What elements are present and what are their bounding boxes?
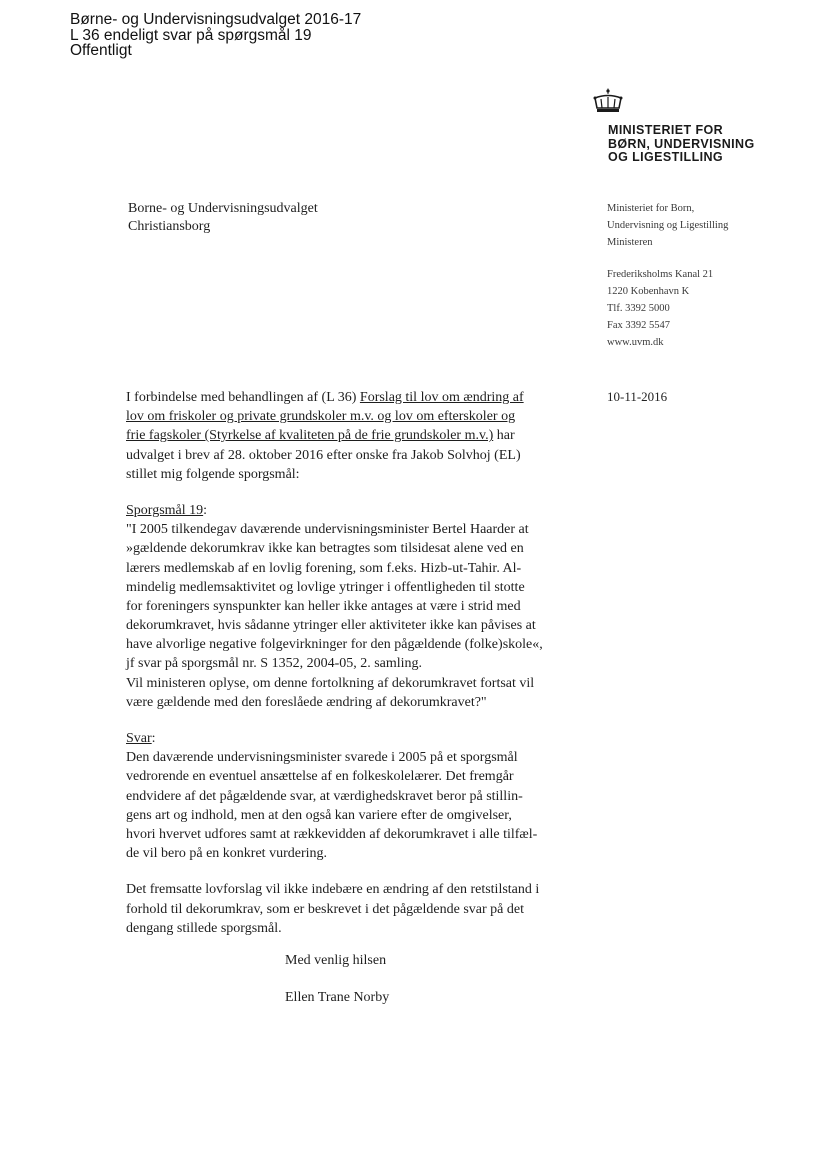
question-line: mindelig medlemsaktivitet og lovlige ytringer i offentligheden til stotte — [126, 579, 525, 595]
letter-date: 10-11-2016 — [607, 389, 668, 404]
answer-line: gens art og indhold, men at den også kan variere efter de omgivelser, — [126, 807, 512, 823]
intro-line-5: stillet mig folgende sporgsmål: — [126, 466, 300, 482]
question-line: for foreningers synspunkter kan heller ikke antages at være i strid med — [126, 598, 521, 614]
stamp-committee: Børne- og Undervisningsudvalget 2016-17 — [70, 11, 362, 28]
answer-line: endvidere af det pågældende svar, at værdighedskravet beror på stillin- — [126, 788, 523, 804]
answer-heading — [126, 729, 566, 748]
answer-paragraph-2-line: Det fremsatte lovforslag vil ikke indebære en ændring af den retstilstand i — [126, 882, 540, 898]
answer-line: de vil bero på en konkret vurdering. — [126, 846, 327, 862]
answer-line: Den daværende undervisningsminister svarede i 2005 på et sporgsmål — [126, 750, 518, 766]
answer-line: vedrorende en eventuel ansættelse af en folkeskolelærer. Det fremgår — [126, 769, 514, 785]
question-line: være gældende med den foreslåede ændring af dekorumkravet?" — [126, 694, 487, 710]
question-line: dekorumkravet, hvis sådanne ytringer eller aktiviteter ikke kan påvises at — [126, 618, 536, 634]
question-heading — [126, 501, 566, 520]
letter-body — [126, 388, 566, 938]
contact-address-street: Frederiksholms Kanal 21 — [607, 269, 714, 280]
sender-line-2: Undervisning og Ligestilling — [607, 220, 729, 231]
question-line: »gældende dekorumkrav ikke kan betragtes som tilsidesat alene ved en — [126, 541, 524, 557]
ministry-logo — [608, 124, 755, 165]
answer-heading-label: Svar — [126, 731, 152, 746]
question-line: lærers medlemskab af en lovlig forening, som f.eks. Hizb-ut-Tahir. Al- — [126, 560, 522, 576]
contact-block — [607, 266, 713, 351]
question-line: "I 2005 tilkendegav daværende undervisningsminister Bertel Haarder at — [126, 522, 529, 538]
intro-line-4: udvalget i brev af 28. oktober 2016 efter onske fra Jakob Solvhoj (EL) — [126, 447, 521, 463]
contact-website: www.uvm.dk — [607, 337, 664, 348]
intro-text: I forbindelse med behandlingen af (L 36) — [126, 390, 360, 405]
bill-title-part-2: lov om friskoler og private grundskoler m.v. og lov om efterskoler og — [126, 409, 516, 425]
crown-icon — [592, 88, 624, 116]
contact-phone: Tlf. 3392 5000 — [607, 303, 670, 314]
recipient-block — [128, 200, 318, 236]
question-heading-label: Sporgsmål 19 — [126, 502, 204, 518]
stamp-reference: L 36 endeligt svar på spørgsmål 19 — [70, 26, 312, 44]
question-line: Vil ministeren oplyse, om denne fortolkning af dekorumkravet fortsat vil — [126, 675, 535, 691]
answer-heading-colon: : — [151, 731, 156, 746]
question-heading-colon: : — [203, 502, 208, 518]
sender-line-1: Ministeriet for Born, — [607, 203, 695, 214]
logo-line-1: MINISTERIET FOR — [608, 123, 724, 137]
bill-title-part-1: Forslag til lov om ændring af — [359, 390, 524, 405]
stamp-status: Offentligt — [70, 42, 132, 59]
logo-line-3: OG LIGESTILLING — [608, 150, 724, 164]
contact-fax: Fax 3392 5547 — [607, 320, 670, 331]
bill-title-part-3: frie fagskoler (Styrkelse af kvaliteten på de frie grundskoler m.v.) — [126, 428, 494, 444]
signature-name: Ellen Trane Norby — [285, 990, 390, 1005]
sender-block — [607, 200, 728, 251]
contact-address-city: 1220 Kobenhavn K — [607, 286, 690, 297]
intro-line-1 — [126, 388, 566, 407]
recipient-name: Borne- og Undervisningsudvalget — [128, 201, 318, 216]
question-line: have alvorlige negative folgevirkninger for den pågældende (folke)skole«, — [126, 637, 543, 653]
intro-line-3 — [126, 426, 566, 445]
intro-text-cont: har — [493, 428, 515, 444]
logo-line-2: BØRN, UNDERVISNING — [608, 136, 755, 151]
closing-greeting: Med venlig hilsen — [285, 953, 387, 968]
answer-paragraph-2-line: dengang stillede sporgsmål. — [126, 920, 282, 936]
sender-line-3: Ministeren — [607, 237, 653, 248]
answer-line: hvori hvervet udfores samt at rækkevidden af dekorumkravet i alle tilfæl- — [126, 826, 538, 842]
question-line: jf svar på sporgsmål nr. S 1352, 2004-05, 2. samling. — [126, 656, 423, 672]
document-stamp — [70, 12, 361, 59]
recipient-place: Christiansborg — [128, 219, 211, 234]
answer-paragraph-2-line: forhold til dekorumkrav, som er beskrevet i det pågældende svar på det — [126, 901, 524, 917]
